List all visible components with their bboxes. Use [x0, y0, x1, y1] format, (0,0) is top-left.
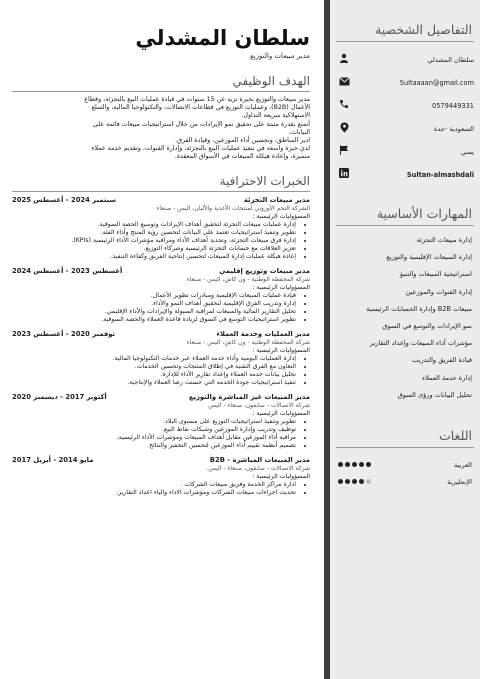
job-bullet: • ادارة مراكز الخدمة وفريق مبيعات الشركات . [12, 481, 296, 489]
job-entry-bullets [12, 292, 310, 324]
job-entry-company: الشركة النجم الأوروبي لمنتجات الأغذية والألبان، اليمن - صنعاء [156, 204, 310, 212]
job-entry-dates: توفمبر 2020 - أغسطس 2023 [12, 329, 116, 338]
level-dot [352, 479, 357, 484]
job-entry-resp-label: المسؤوليات الرئيسية : [252, 472, 310, 480]
skill-item: تحليل البيانات ورؤى السوق [397, 390, 472, 399]
skill-item: إدارة مبيعات التجزئة [416, 236, 472, 244]
level-dot [359, 479, 364, 484]
skill-item: قيادة الفريق والتدريب [412, 356, 472, 365]
objective-line: البيانات، [288, 128, 310, 136]
job-bullet: • تطوير وتنفيذ استراتيجيات التوزيع على مستوى البلاد. [12, 418, 296, 426]
job-entry [12, 393, 310, 450]
job-bullet: • قيادة عمليات المبيعات الإقليمية ومبادرات تطوير الأعمال. [12, 292, 296, 300]
job-bullet: • إدارة العمليات اليومية وأداء خدمة العملاء عبر خدمات التكنولوجيا المالية. [12, 355, 296, 363]
job-bullet: • تحليل بيانات خدمة العملاء وإعداد تقارير الأداء للإدارة. [12, 371, 296, 379]
person-name: سلطان المشدلي [135, 26, 310, 50]
contact-location [330, 117, 480, 140]
sidebar-divider [336, 225, 474, 226]
objective-line: مدير مبيعات والتوزيع بخبرة تزيد عن 15 سنوات في قيادة عمليات البيع بالتجزئة، وقطاع [84, 96, 310, 103]
skill-item: إدارة القنوات والموزعين [405, 287, 472, 296]
skills-list [330, 232, 480, 404]
main-content [12, 0, 310, 679]
job-entry-title: مدير العمليات وخدمة العملاء [216, 329, 310, 338]
job-entry-title: مدير المبيعات المباشرة - B2B [209, 455, 310, 464]
languages-heading: اللغات [438, 428, 472, 443]
user-icon [338, 53, 350, 66]
contact-text: السعودية -جدة [433, 124, 474, 133]
job-bullet: • تحليل التقارير المالية والمبيعات لمراقبة السيولة والإيرادات والأداء الإقليمي. [12, 308, 296, 316]
experience-heading: الخبرات الاحترافية [219, 173, 310, 188]
job-entry-title: مدير مبيعات وتوزيع إقليمي [219, 266, 310, 275]
phone-icon [338, 99, 350, 112]
sidebar-edge-bar [324, 0, 330, 679]
language-name: الإنجليزية [447, 477, 472, 486]
objective-line: متميزة، وإعادة هيكلة المبيعات في الأسواق المعقدة. [174, 153, 310, 161]
job-bullet: • توظيف وتدريب وإدارة الموزعين وشبكات نقاط البيع. [12, 426, 296, 434]
skill-item: مؤشرات أداء المبيعات وإعداد التقارير [369, 339, 472, 348]
linkedin-icon [338, 168, 350, 181]
sidebar-divider [336, 447, 474, 448]
location-icon [338, 122, 350, 136]
contact-linkedin[interactable] [330, 163, 480, 186]
job-bullet: • إعادة هيكلة عمليات إدارة المبيعات لتحسين إنتاجية الفريق وكفاءة التنفيذ. [12, 253, 296, 261]
language-name: العربية [453, 460, 472, 469]
job-entry-dates: مايو 2014 - أبريل 2017 [12, 455, 94, 464]
contact-text: يمني [460, 147, 474, 156]
job-title: مدير مبيعات والتوزيع [250, 52, 310, 60]
personal-details-heading: التفاصيل الشخصية [375, 22, 472, 37]
section-divider [12, 191, 310, 192]
skill-item: إدارة المبيعات الإقليمية والتوزيع [386, 253, 472, 262]
job-bullet: • إدارة فرق مبيعات التجزئة، وتحديد أهداف الأداء ومراقبة مؤشرات الأداء الرئيسية (KPIs). [12, 237, 296, 245]
header [12, 0, 310, 60]
level-dot [345, 462, 350, 467]
job-entry [12, 196, 310, 261]
job-entry-bullets [12, 221, 310, 261]
job-bullet: • إدارة وتدريب الفرق الإقليمية لتحقيق أهداف النمو والأداء. [12, 300, 296, 308]
section-divider [12, 91, 310, 92]
contact-email[interactable] [330, 71, 480, 94]
contact-nationality [330, 140, 480, 163]
objective-line: أتمتع بقدرة مثبتة على تحقيق نمو الإيرادات من خلال استراتيجيات مبيعات قائمة على [93, 120, 310, 128]
job-entry-resp-label: المسؤوليات الرئيسية : [252, 283, 310, 291]
job-bullet: • تحديث اجراءات مبيعات الشركات ومؤشرات الاداء والياء اعداد التقارير. [12, 489, 296, 497]
job-entry-bullets [12, 418, 310, 450]
level-dot [338, 462, 343, 467]
level-dot [366, 479, 371, 484]
language-item [330, 473, 480, 490]
job-bullet: • تطوير استراتيجيات التوسع في السوق لزيادة قاعدة العملاء والحصة السوقية. [12, 316, 296, 324]
contact-name [330, 48, 480, 71]
experience-section [12, 174, 310, 497]
language-level-dots [338, 462, 371, 467]
email-icon [338, 77, 350, 89]
language-level-dots [338, 479, 371, 484]
job-entry [12, 267, 310, 324]
job-entry-dates: أغسطس 2023 - أغسطس 2024 [12, 266, 123, 275]
job-bullet: • تطوير وتنفيذ استراتيجيات تعتمد على البيانات لتحسين رؤية المنتج وأداء الفئة. [12, 229, 296, 237]
objective-section [12, 74, 310, 162]
contact-text: سلطان المشدلي [427, 55, 474, 64]
level-dot [359, 462, 364, 467]
objective-heading: الهدف الوظيفي [232, 74, 310, 88]
level-dot [338, 479, 343, 484]
skills-heading: المهارات الأساسية [376, 206, 472, 221]
job-bullet: • إدارة عمليات مبيعات التجزئة لتحقيق أهداف الإيرادات وتوسيع الحصة السوقية. [12, 221, 296, 229]
job-entry-title: مدير مبيعات التجزئة [243, 195, 310, 204]
objective-line: الأعمال (B2B)، وعمليات التوزيع في قطاعات الاتصالات، والتكنولوجيا المالية، والسلع [91, 104, 310, 112]
job-entry-resp-label: المسؤوليات الرئيسية : [252, 212, 310, 220]
job-entry-bullets [12, 481, 310, 497]
job-entry-company: شركة الاتصالات - سابفون، صنعاء - اليمن [208, 401, 310, 409]
job-entry [12, 330, 310, 387]
flag-icon [338, 145, 350, 158]
objective-line: الاستهلاكية سريعة التداول. [241, 112, 310, 120]
job-entry-company: شركة المحفظة الوطنية - ون كاش، اليمن - صنعاء [186, 275, 310, 283]
job-entry-bullets [12, 355, 310, 387]
job-entry [12, 456, 310, 497]
job-entry-resp-label: المسؤوليات الرئيسية : [252, 346, 310, 354]
skill-item: مبيعات B2B وإدارة الحسابات الرئيسية [366, 304, 472, 313]
objective-line: لدي خبرة واسعة في تنفيذ عمليات البيع بالتجزئة، وإدارة القنوات، وتقديم خدمة عملاء [91, 145, 310, 153]
job-bullet: • التعاون مع الفرق التقنية في إطلاق المنتجات وتحسين الخدمات. [12, 363, 296, 371]
contact-list [330, 48, 480, 186]
sidebar [330, 0, 480, 679]
language-item [330, 456, 480, 473]
contact-text[interactable]: 0579449331 [432, 101, 474, 110]
skill-item: استراتيجية المبيعات والتنبؤ [399, 270, 472, 279]
job-entry-company: شركة المحفظة الوطنية - ون كاش، اليمن - صنعاء [186, 338, 310, 346]
level-dot [345, 479, 350, 484]
job-entry-dates: أكتوبر 2017 - ديسمبر 2020 [12, 392, 107, 401]
job-bullet: • مراقبة أداء الموزعين مقابل أهداف المبيعات ومؤشرات الأداء الرئيسية. [12, 434, 296, 442]
objective-line: ادير المناطق، وتحسين أداء الموزعين، وقيادة الفرق. [175, 137, 310, 145]
job-entry-title: مدير المبيعات غير المباشرة والتوزيع [188, 392, 310, 401]
sidebar-divider [336, 41, 474, 42]
job-entry-dates: سبتمبر 2024 - أغسطس 2025 [12, 195, 117, 204]
skill-item: إدارة خدمة العملاء [422, 373, 472, 382]
languages-list [330, 456, 480, 490]
level-dot [366, 462, 371, 467]
job-bullet: • تنفيذ استراتيجيات جودة الخدمة التي حسنت رضا العملاء والإنتاجية. [12, 379, 296, 387]
job-bullet: • تصميم أنظمة تقييم أداء الموزعين لتحسين التحفيز والنتائج. [12, 442, 296, 450]
job-entry-company: شركة الاتصالات - سابفون، صنعاء - اليمن. [206, 464, 310, 472]
job-bullet: • تعزيز العلاقات مع حسابات التجزئة الرئيسية وشركاء التوزيع. [12, 245, 296, 253]
contact-text[interactable]: Sultan-almashdali [406, 170, 474, 179]
job-entry-resp-label: المسؤوليات الرئيسية : [252, 409, 310, 417]
contact-phone[interactable] [330, 94, 480, 117]
level-dot [352, 462, 357, 467]
skill-item: نمو الإيرادات والتوسع في السوق [382, 321, 472, 330]
contact-text[interactable]: Sultaaaan@gmail.com [399, 78, 474, 87]
